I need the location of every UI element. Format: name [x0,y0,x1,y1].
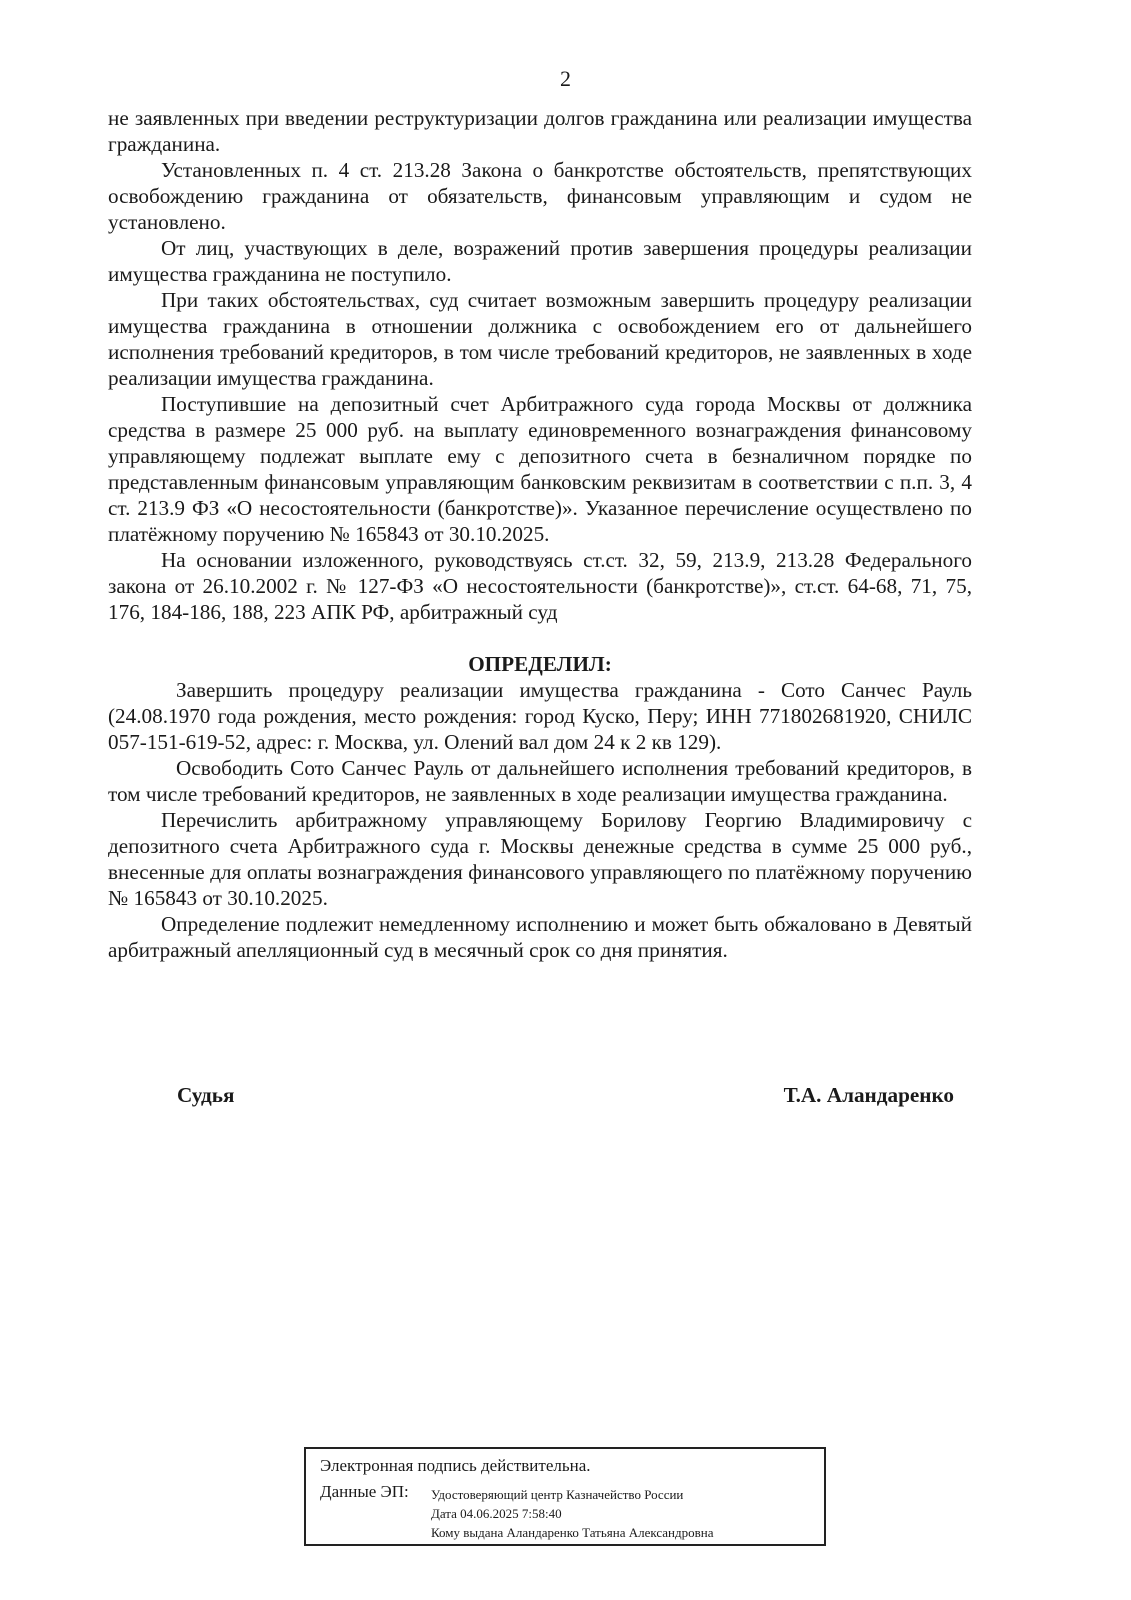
ruling-heading: ОПРЕДЕЛИЛ: [468,652,612,676]
paragraph-no-objections: От лиц, участвующих в деле, возражений против завершения процедуры реализации имущества гражданина не поступило. [108,236,972,286]
paragraph-continuation: не заявленных при введении реструктуризации долгов гражданина или реализации имущества гражданина. [108,106,972,156]
judge-name: Т.А. Аландаренко [783,1083,954,1107]
paragraph-court-conclusion: При таких обстоятельствах, суд считает возможным завершить процедуру реализации имущества гражданина в отношении должника с освобождением его от дальнейшего исполнения требований кредиторов, в том числе требований кредиторов, не заявленных в ходе реализации имущества гражданина. [108,288,972,390]
paragraph-deposit-funds: Поступившие на депозитный счет Арбитражного суда города Москвы от должника средства в размере 25 000 руб. на выплату единовременного вознаграждения финансовому управляющему подлежат выплате ему с депозитного счета в безналичном порядке по представленным финансовым управляющим банковским реквизитам в соответствии с п.п. 3, 4 ст. 213.9 ФЗ «О несостоятельности (банкротстве)». Указанное перечисление осуществлено по платёжному поручению № 165843 от 30.10.2025. [108,392,972,546]
page-number: 2 [560,66,571,91]
paragraph-legal-basis: На основании изложенного, руководствуясь ст.ст. 32, 59, 213.9, 213.28 Федерального закона от 26.10.2002 г. № 127-ФЗ «О несостоятельности (банкротстве)», ст.ст. 64-68, 71, 75, 176, 184-186, 188, 223 АПК РФ, арбитражный суд [108,548,972,624]
ruling-transfer-funds: Перечислить арбитражному управляющему Борилову Георгию Владимировичу с депозитного счета Арбитражного суда г. Москвы денежные средства в сумме 25 000 руб., внесенные для оплаты вознаграждения финансового управляющего по платёжному поручению № 165843 от 30.10.2025. [108,808,972,910]
ruling-appeal-notice: Определение подлежит немедленному исполнению и может быть обжаловано в Девятый арбитражный апелляционный суд в месячный срок со дня принятия. [108,912,972,962]
esig-data-label: Данные ЭП: [320,1482,409,1501]
electronic-signature-stamp [304,1447,826,1546]
esig-issuer: Удостоверяющий центр Казначейство России [431,1487,684,1502]
esig-status: Электронная подпись действительна. [320,1456,591,1475]
ruling-section [108,677,972,963]
judge-title: Судья [177,1083,235,1107]
esig-issued-to: Кому выдана Аландаренко Татьяна Александровна [431,1525,714,1540]
document-body [108,105,972,963]
ruling-release-debtor: Освободить Сото Санчес Рауль от дальнейшего исполнения требований кредиторов, в том числе требований кредиторов, не заявленных в ходе реализации имущества гражданина. [108,756,972,806]
ruling-complete-procedure: Завершить процедуру реализации имущества гражданина - Сото Санчес Рауль (24.08.1970 года рождения, место рождения: город Куско, Перу; ИНН 771802681920, СНИЛС 057-151-619-52, адрес: г. Москва, ул. Олений вал дом 24 к 2 кв 129). [108,678,972,754]
paragraph-circumstances: Установленных п. 4 ст. 213.28 Закона о банкротстве обстоятельств, препятствующих освобождению гражданина от обязательств, финансовым управляющим и судом не установлено. [108,158,972,234]
esig-date: Дата 04.06.2025 7:58:40 [431,1506,562,1521]
esig-details [431,1485,714,1542]
